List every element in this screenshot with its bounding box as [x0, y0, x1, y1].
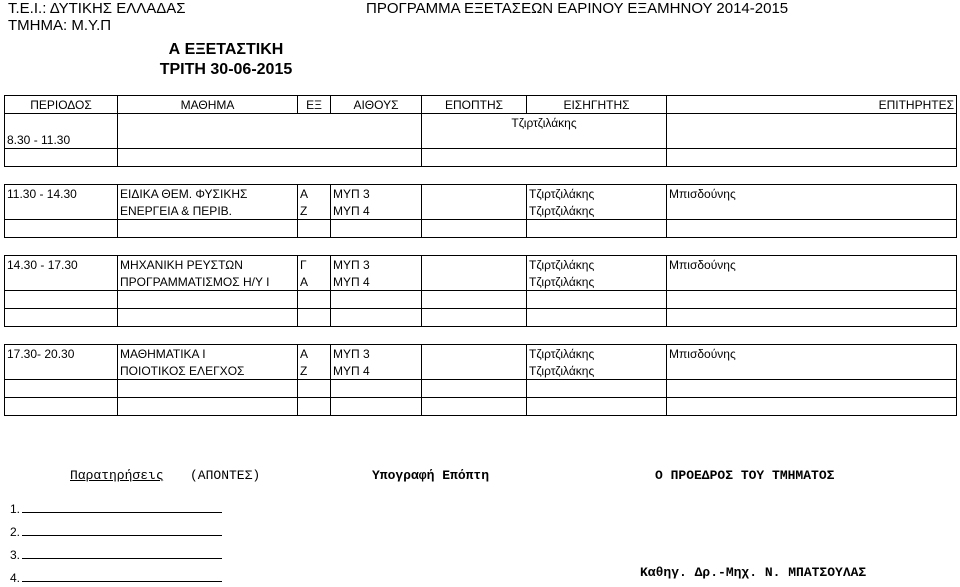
period2-room-1: ΜΥΠ 3 [331, 185, 422, 203]
absent-number-2: 2. [10, 525, 21, 539]
period4-lecturer-2: Τζιρτζιλάκης [527, 362, 667, 380]
exam-schedule-table [4, 95, 957, 416]
column-header-supervisor: ΕΠΟΠΤΗΣ [422, 96, 527, 114]
table-row [5, 345, 957, 363]
column-header-course: ΜΑΘΗΜΑ [118, 96, 298, 114]
absent-line-1 [10, 502, 222, 516]
table-row [5, 114, 957, 132]
period4-sem-2: Ζ [298, 362, 331, 380]
absent-line-3 [10, 548, 222, 562]
table-row [5, 149, 957, 167]
period2-time: 11.30 - 14.30 [5, 185, 118, 203]
table-header-row [5, 96, 957, 114]
table-row [5, 256, 957, 274]
period1-time: 8.30 - 11.30 [5, 131, 118, 149]
period3-time: 14.30 - 17.30 [5, 256, 118, 274]
column-header-period: ΠΕΡΙΟΔΟΣ [5, 96, 118, 114]
column-header-lecturer: ΕΙΣΗΓΗΤΗΣ [527, 96, 667, 114]
period3-lecturer-2: Τζιρτζιλάκης [527, 273, 667, 291]
department-name: ΤΜΗΜΑ: Μ.Υ.Π [8, 17, 112, 34]
period2-lecturer-2: Τζιρτζιλάκης [527, 202, 667, 220]
absent-number-1: 1. [10, 502, 21, 516]
blank-line [22, 548, 222, 559]
period4-course-2: ΠΟΙΟΤΙΚΟΣ ΕΛΕΓΧΟΣ [118, 362, 298, 380]
table-row [5, 185, 957, 203]
period3-invigilators-1: Μπισδούνης [667, 256, 957, 274]
period3-room-1: ΜΥΠ 3 [331, 256, 422, 274]
table-row [5, 220, 957, 238]
blank-line [22, 502, 222, 513]
period3-sem-2: Α [298, 273, 331, 291]
period2-course-1: ΕΙΔΙΚΑ ΘΕΜ. ΦΥΣΙΚΗΣ [118, 185, 298, 203]
table-row [5, 362, 957, 380]
absent-number-3: 3. [10, 548, 21, 562]
blank-line [22, 571, 222, 582]
blank-line [22, 525, 222, 536]
column-header-semester: ΕΞ [298, 96, 331, 114]
period4-invigilators-1: Μπισδούνης [667, 345, 957, 363]
period2-room-2: ΜΥΠ 4 [331, 202, 422, 220]
period4-course-1: ΜΑΘΗΜΑΤΙΚΑ Ι [118, 345, 298, 363]
period2-course-2: ΕΝΕΡΓΕΙΑ & ΠΕΡΙΒ. [118, 202, 298, 220]
column-header-invigilators: ΕΠΙΤΗΡΗΤΕΣ [667, 96, 957, 114]
column-header-room: ΑΙΘΟΥΣ [331, 96, 422, 114]
period4-time: 17.30- 20.30 [5, 345, 118, 363]
table-row [5, 167, 957, 185]
table-row [5, 202, 957, 220]
absent-label: (ΑΠΟΝΤΕΣ) [190, 468, 261, 483]
table-row [5, 398, 957, 416]
table-row [5, 291, 957, 309]
period4-sem-1: Α [298, 345, 331, 363]
chair-label: Ο ΠΡΟΕΔΡΟΣ ΤΟΥ ΤΜΗΜΑΤΟΣ [655, 468, 835, 483]
period2-sem-2: Ζ [298, 202, 331, 220]
period3-lecturer-1: Τζιρτζιλάκης [527, 256, 667, 274]
table-row [5, 131, 957, 149]
table-row [5, 238, 957, 256]
table-row [5, 309, 957, 327]
period3-course-2: ΠΡΟΓΡΑΜΜΑΤΙΣΜΟΣ Η/Υ Ι [118, 273, 298, 291]
remarks-label: Παρατηρήσεις [70, 468, 164, 483]
exam-date: ΤΡΙΤΗ 30-06-2015 [159, 61, 293, 78]
institution-name: Τ.Ε.Ι.: ΔΥΤΙΚΗΣ ΕΛΛΑΔΑΣ [8, 0, 186, 17]
supervisor-signature-label: Υπογραφή Επόπτη [372, 468, 490, 483]
period2-lecturer-1: Τζιρτζιλάκης [527, 185, 667, 203]
chair-name: Καθηγ. Δρ.-Μηχ. Ν. ΜΠΑΤΣΟΥΛΑΣ [640, 565, 867, 580]
table-row [5, 380, 957, 398]
program-title: ΠΡΟΓΡΑΜΜΑ ΕΞΕΤΑΣΕΩΝ ΕΑΡΙΝΟΥ ΕΞΑΜΗΝΟΥ 2014-2015 [366, 0, 789, 17]
absent-line-4 [10, 571, 222, 585]
period1-supervisor: Τζιρτζιλάκης [422, 114, 667, 132]
absent-number-4: 4. [10, 571, 21, 585]
table-row [5, 327, 957, 345]
exam-period: Α ΕΞΕΤΑΣΤΙΚΗ [168, 41, 284, 58]
period2-sem-1: Α [298, 185, 331, 203]
absent-line-2 [10, 525, 222, 539]
period3-room-2: ΜΥΠ 4 [331, 273, 422, 291]
period4-room-1: ΜΥΠ 3 [331, 345, 422, 363]
period3-course-1: ΜΗΧΑΝΙΚΗ ΡΕΥΣΤΩΝ [118, 256, 298, 274]
table-row [5, 273, 957, 291]
period2-invigilators-1: Μπισδούνης [667, 185, 957, 203]
period4-lecturer-1: Τζιρτζιλάκης [527, 345, 667, 363]
period4-room-2: ΜΥΠ 4 [331, 362, 422, 380]
period3-sem-1: Γ [298, 256, 331, 274]
